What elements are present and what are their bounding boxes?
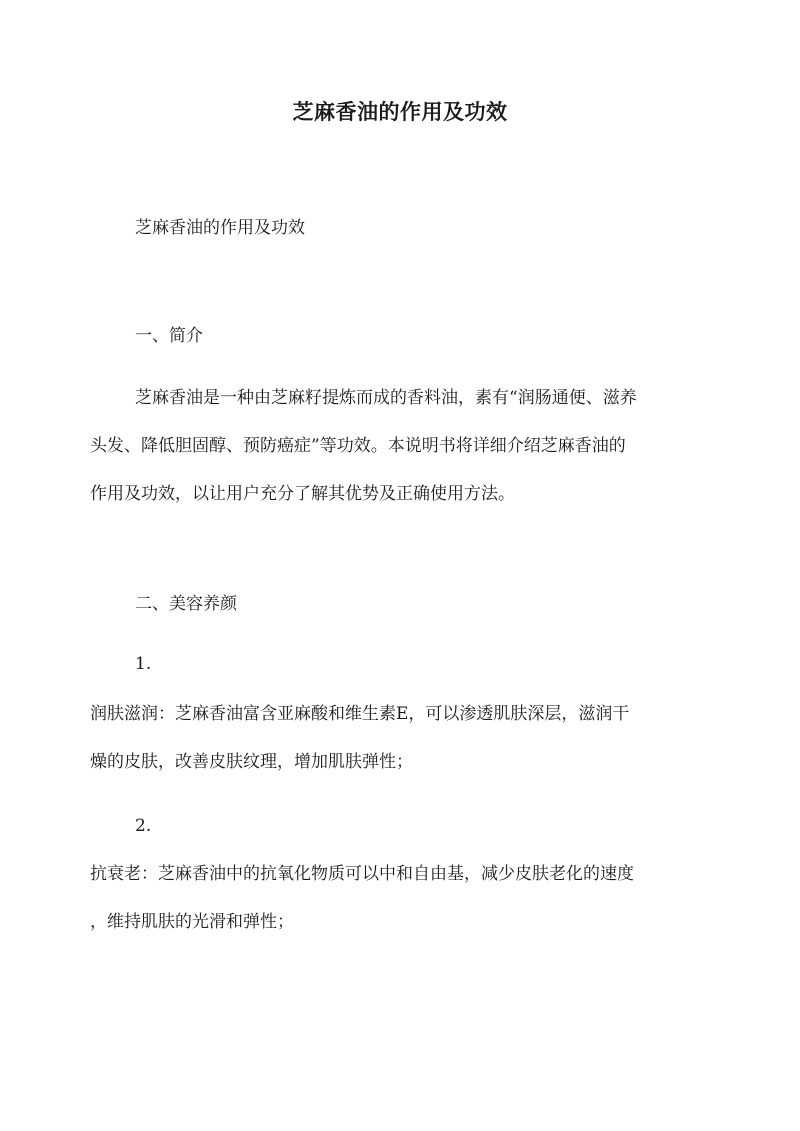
list-item-text-line: ，维持肌肤的光滑和弹性；	[90, 912, 294, 932]
intro-paragraph-line: 芝麻香油是一种由芝麻籽提炼而成的香料油，素有“润肠通便、滋养	[135, 388, 637, 408]
list-item-text-line: 燥的皮肤，改善皮肤纹理，增加肌肤弹性；	[90, 752, 413, 772]
section-heading-beauty: 二、美容养颜	[135, 594, 237, 614]
list-item-number: 1.	[135, 654, 152, 674]
list-item-text-line: 润肤滋润：芝麻香油富含亚麻酸和维生素E，可以渗透肌肤深层，滋润干	[90, 704, 630, 724]
section-heading-intro: 一、简介	[135, 326, 203, 346]
list-item-number: 2.	[135, 816, 152, 836]
document-subtitle: 芝麻香油的作用及功效	[135, 218, 305, 238]
document-title: 芝麻香油的作用及功效	[292, 99, 508, 124]
list-item-text-line: 抗衰老：芝麻香油中的抗氧化物质可以中和自由基，减少皮肤老化的速度	[90, 864, 634, 884]
intro-paragraph-line: 作用及功效，以让用户充分了解其优势及正确使用方法。	[90, 484, 515, 504]
intro-paragraph-line: 头发、降低胆固醇、预防癌症”等功效。本说明书将详细介绍芝麻香油的	[90, 436, 626, 456]
